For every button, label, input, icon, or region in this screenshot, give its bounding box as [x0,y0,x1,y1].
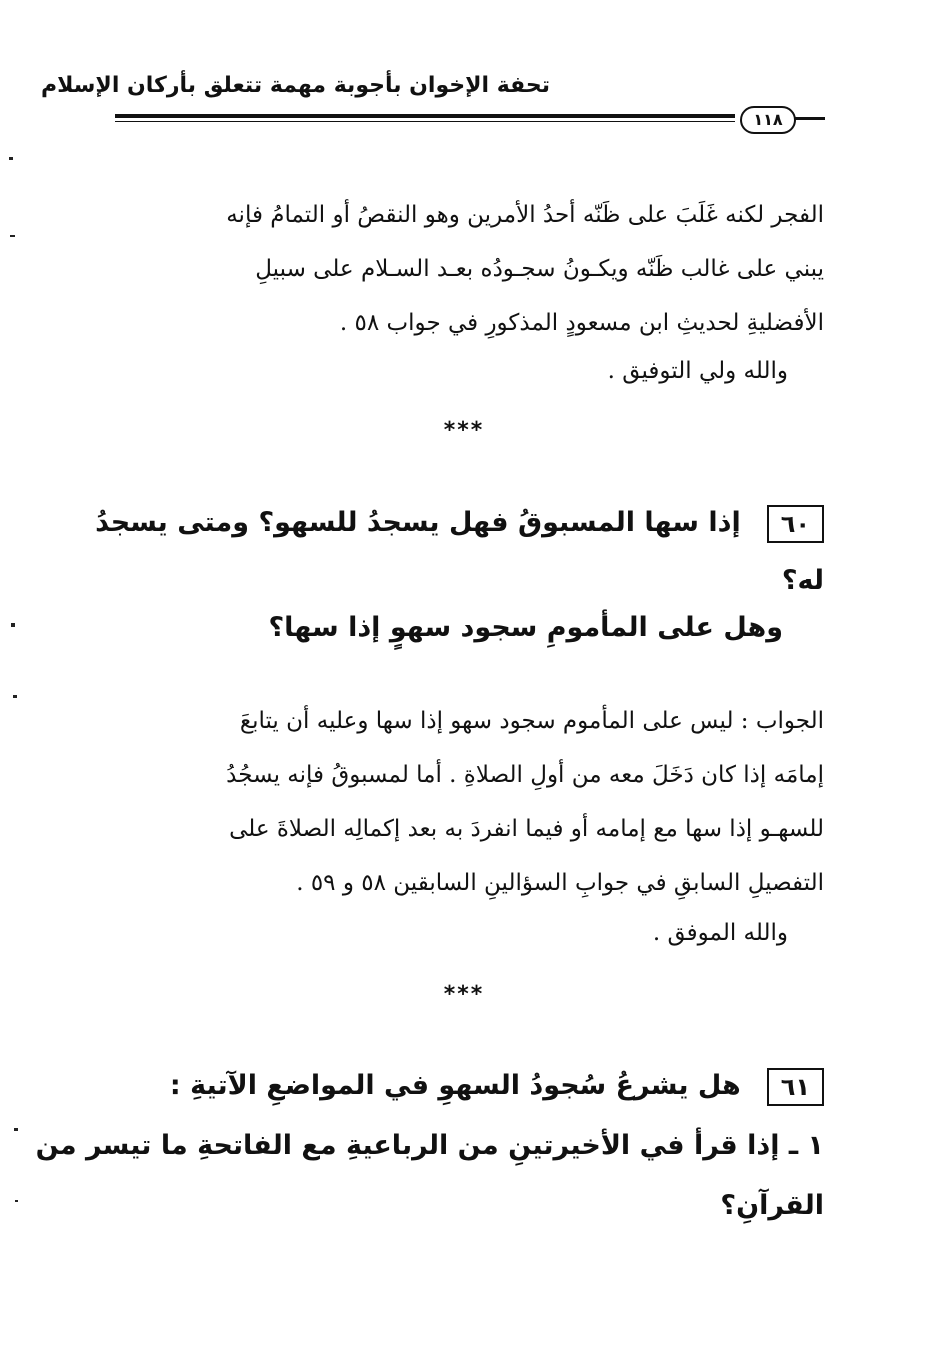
question-number-box: ٦٠ [767,505,824,543]
question-line: القرآنِ؟ [720,1190,824,1221]
answer-paragraph [112,694,824,910]
scan-speck [10,235,15,237]
scan-speck [11,623,15,627]
continued-paragraph [112,188,824,350]
paragraph-line: الجواب : ليس على المأموم سجود سهو إذا سها وعليه أن يتابعَ [239,708,824,734]
paragraph-line: الأفضليةِ لحديثِ ابن مسعودٍ المذكورِ في جواب ٥٨ . [339,310,824,336]
question-61 [35,1056,824,1236]
scan-speck [15,1200,18,1202]
section-separator: *** [443,982,485,1007]
section-separator: *** [443,418,485,443]
header-rule-tail [795,117,825,120]
header-rule [115,114,735,118]
paragraph-line: إمامَه إذا كان دَخَلَ معه من أولِ الصلاةِ . أما لمسبوقُ فإنه يسجُدُ [226,762,824,788]
sub-question: وهل على المأمومِ سجود سهوٍ إذا سها؟ [268,612,783,643]
paragraph-line: التفصيلِ السابقِ في جوابِ السؤالينِ السابقين ٥٨ و ٥٩ . [296,870,824,896]
question-text: هل يشرعُ سُجودُ السهوِ في المواضعِ الآتيةِ : [169,1070,741,1101]
book-title: تحفة الإخوان بأجوبة مهمة تتعلق بأركان الإسلام [40,73,550,98]
question-line [112,1056,824,1116]
question-line [95,494,824,552]
question-line: ١ ـ إذا قرأ في الأخيرتينِ من الرباعيةِ مع الفاتحةِ ما تيسر من [35,1130,824,1161]
page-number: ١١٨ [740,106,796,134]
header-rule-thin [115,121,735,122]
scan-speck [13,695,17,698]
question-60 [95,494,824,610]
paragraph-line: الفجر لكنه غَلَبَ على ظَنّه أحدُ الأمرين وهو النقصُ أو التمامُ فإنه [226,202,824,228]
paragraph-line: للسهـو إذا سها مع إمامه أو فيما انفردَ به بعد إكمالِه الصلاةَ على [229,816,824,842]
question-text: إذا سها المسبوقُ فهل يسجدُ للسهو؟ ومتى يسجدُ [95,507,741,538]
closing-phrase: والله ولي التوفيق . [607,358,788,384]
paragraph-line: يبني على غالب ظَنّه ويكـونُ سجـودُه بعـد السـلام على سبيلِ [255,256,824,282]
closing-phrase: والله الموفق . [652,920,788,946]
question-number-box: ٦١ [767,1068,824,1106]
question-line: له؟ [781,565,824,596]
scan-speck [9,157,13,160]
scan-speck [14,1128,18,1131]
